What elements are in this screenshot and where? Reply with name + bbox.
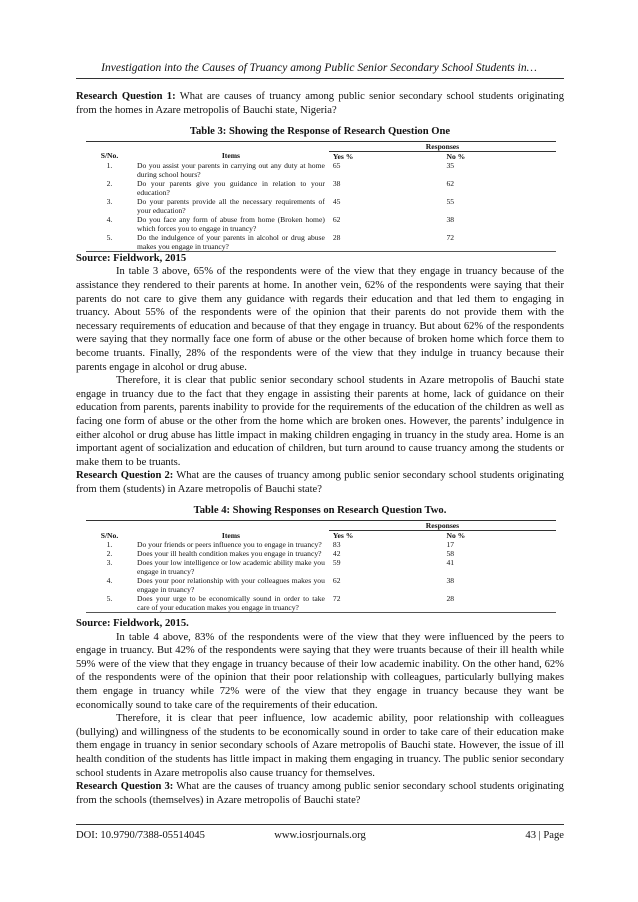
- page-body: [76, 90, 564, 807]
- row-number: 3.: [106, 196, 113, 206]
- paragraph-table3-discussion: In table 3 above, 65% of the respondents were of the view that they engage in truancy because of the assistance they rendered to their parents at home. In another vein, 62% of the respondents were saying that their parents do not care to give them any guidance with regards their education and that led them to engaging in truancy. About 55% of the respondents were of the opinion that their parents do not provide them with the necessary requirements of education and because of that they engage in truancy. But about 62% of the respondents were saying that they normally face one form of abuse or the other because of broken home which force them to become truants. Finally, 28% of the respondents were of the view that they indulge in truancy because their parents engage in alcohol or drug abuse.: [76, 266, 564, 373]
- table3: [86, 141, 556, 252]
- rq3-label: Research Question 3:: [76, 781, 174, 793]
- row-item: Do you assist your parents in carrying out any duty at home during school hours?: [136, 160, 325, 179]
- footer-doi: DOI: 10.9790/7388-05514045: [76, 830, 205, 841]
- header-rule: [76, 78, 564, 79]
- row-number: 3.: [106, 558, 113, 568]
- table-row: [86, 179, 556, 197]
- row-item: Do your parents provide all the necessary requirements of your education?: [136, 196, 325, 215]
- table4-col-yes: Yes %: [332, 531, 354, 541]
- row-no-percent: 17: [446, 540, 455, 550]
- research-question-1: [76, 90, 564, 117]
- paragraph-table3-conclusion: Therefore, it is clear that public senior secondary school students in Azare metropolis of Bauchi state engage in truancy due to the fact that they engage in assisting their parents at home, lack of guidance on their education from parents, parents inability to provide for the requirements of the education of the children as well as facing one form of abuse or the other from the home which are broken ones. However, the parents’ indulgence in either alcohol or drug abuse has little impact in making children engaging in truancy in the study area. Home is an important agent of socialization and education of children, but turn around to cause truancy among the students or make them to be truants.: [76, 375, 564, 468]
- table4-responses-header: Responses: [329, 521, 556, 531]
- table3-col-sno: S/No.: [100, 151, 119, 161]
- row-number: 2.: [106, 549, 113, 559]
- table-row: [86, 197, 556, 215]
- table3-col-no: No %: [446, 151, 466, 161]
- rq2-text: What are the causes of truancy among public senior secondary school students originating from them (students) in Azare metropolis of Bauchi state?: [76, 470, 564, 495]
- row-no-percent: 58: [446, 549, 455, 559]
- table3-responses-header: Responses: [329, 141, 556, 151]
- row-no-percent: 62: [446, 178, 455, 188]
- running-header: Investigation into the Causes of Truancy among Public Senior Secondary School Students in…: [101, 62, 537, 74]
- paragraph-table4-conclusion: Therefore, it is clear that peer influence, low academic ability, poor relationship with colleagues (bullying) and willingness of the students to be economically sound in order to take care of their education make them engage in truancy in senior secondary schools of Azare metropolis of Bauchi state. However, the issue of ill health condition of the students has little impact in making them engaging in truancy. The public senior secondary school students in Azare metropolis also cause truancy for themselves.: [76, 713, 564, 779]
- row-no-percent: 35: [446, 160, 455, 170]
- table4-caption: Table 4: Showing Responses on Research Question Two.: [193, 505, 447, 517]
- table-row: [86, 215, 556, 233]
- rq2-label: Research Question 2:: [76, 470, 174, 482]
- row-item: Do your friends or peers influence you to engage in truancy?: [136, 540, 322, 550]
- table4-col-items: Items: [221, 530, 240, 540]
- row-no-percent: 72: [442, 233, 556, 252]
- footer-site: www.iosrjournals.org: [274, 830, 366, 841]
- row-item: Do you face any form of abuse from home (Broken home) which forces you to engage in truancy?: [136, 214, 325, 233]
- table-row: [86, 540, 556, 549]
- rq1-label: Research Question 1:: [76, 91, 176, 102]
- row-item: Does your poor relationship with your colleagues makes you engage in truancy?: [136, 576, 325, 595]
- row-number: 4.: [106, 214, 113, 224]
- row-no-percent: 38: [446, 576, 455, 586]
- table-row: [86, 576, 556, 594]
- row-yes-percent: 65: [332, 160, 341, 170]
- table-row: [86, 594, 556, 613]
- table-row: [86, 558, 556, 576]
- row-yes-percent: 83: [332, 540, 341, 550]
- research-question-3: [76, 780, 564, 807]
- row-item: Does your ill health condition makes you engage in truancy?: [136, 549, 322, 559]
- table4-col-no: No %: [446, 531, 466, 541]
- row-no-percent: 55: [446, 196, 455, 206]
- table-row: [86, 549, 556, 558]
- row-item: Does your low intelligence or low academic ability make you engage in truancy?: [136, 558, 325, 577]
- row-number: 5.: [86, 233, 133, 252]
- row-yes-percent: 62: [332, 576, 341, 586]
- table4-col-sno: S/No.: [100, 530, 119, 540]
- row-yes-percent: 62: [332, 214, 341, 224]
- table4-source: Source: Fieldwork, 2015.: [76, 618, 189, 630]
- row-yes-percent: 42: [332, 549, 341, 559]
- row-yes-percent: 45: [332, 196, 341, 206]
- table3-col-yes: Yes %: [332, 151, 354, 161]
- footer-page-number: 43 | Page: [525, 830, 564, 841]
- paragraph-table4-discussion: In table 4 above, 83% of the respondents were of the view that they were influenced by the peers to engage in truancy. But 42% of the respondents were saying that they were truants because of their ill health while 59% were of the view that they engage in truancy because of their low academic inability. On the other hand, 62% of the respondents were of the opinion that their poor relationship with colleagues, particularly bullying makes them engage in truancy while 72% were of the view that they engage in truancy because they want be economically sound to take care of the requirements of their education.: [76, 631, 564, 711]
- research-question-2: [76, 469, 564, 496]
- row-item: Do the indulgence of your parents in alcohol or drug abuse makes you engage in truancy?: [133, 233, 329, 252]
- table3-caption: Table 3: Showing the Response of Research Question One: [189, 126, 451, 138]
- row-number: 1.: [106, 160, 113, 170]
- row-number: 2.: [106, 178, 113, 188]
- table-row: [86, 161, 556, 179]
- row-no-percent: 41: [446, 558, 455, 568]
- row-number: 1.: [106, 540, 113, 550]
- rq1-text: What are causes of truancy among public senior secondary school students originating from the homes in Azare metropolis of Bauchi state, Nigeria?: [76, 91, 564, 116]
- row-number: 4.: [106, 576, 113, 586]
- row-yes-percent: 59: [332, 558, 341, 568]
- rq3-text: What are the causes of truancy among public senior secondary school students originating from the schools (themselves) in Azare metropolis of Bauchi state?: [76, 781, 564, 806]
- row-yes-percent: 28: [329, 233, 443, 252]
- row-no-percent: 28: [442, 594, 556, 613]
- table3-source: Source: Fieldwork, 2015: [76, 252, 187, 264]
- row-number: 5.: [86, 594, 133, 613]
- row-item: Do your parents give you guidance in relation to your education?: [136, 178, 325, 197]
- table3-col-items: Items: [221, 151, 240, 161]
- row-yes-percent: 38: [332, 178, 341, 188]
- table4: [86, 520, 556, 613]
- row-item: Does your urge to be economically sound in order to take care of your education makes you engage in truancy?: [133, 594, 329, 613]
- footer-rule: [76, 824, 564, 825]
- row-yes-percent: 72: [329, 594, 443, 613]
- row-no-percent: 38: [446, 214, 455, 224]
- table-row: [86, 233, 556, 252]
